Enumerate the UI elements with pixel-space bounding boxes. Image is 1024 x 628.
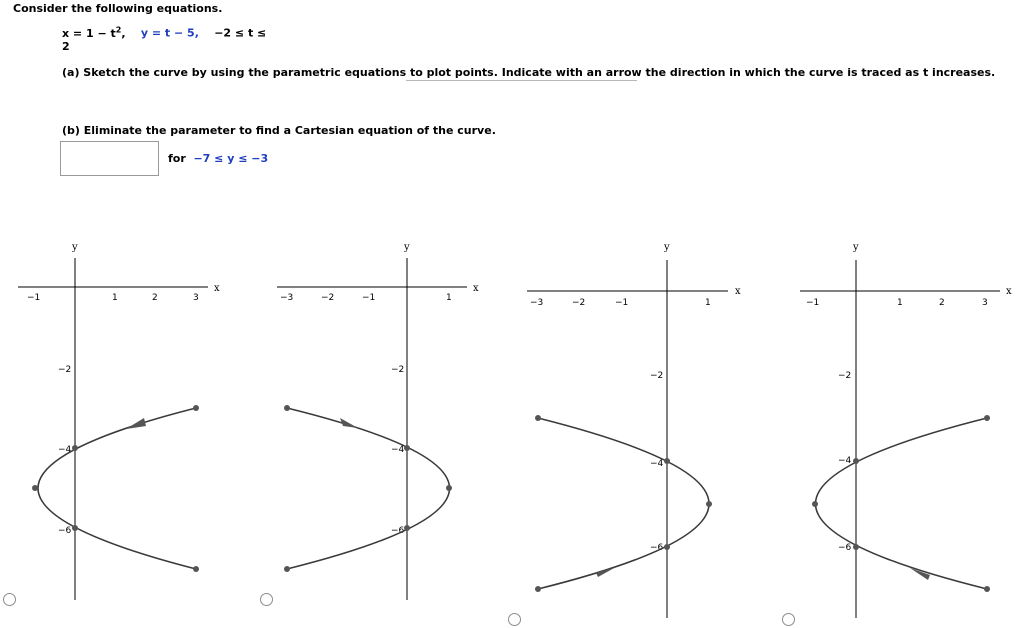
x-tick: −2 <box>321 293 335 303</box>
x-tick: 2 <box>939 298 945 308</box>
range-label: for −7 ≤ y ≤ −3 <box>168 152 269 165</box>
x-tick: 2 <box>152 293 158 303</box>
y-tick: −6 <box>838 543 852 553</box>
parametric-curve <box>816 418 988 589</box>
direction-arrow <box>340 418 358 428</box>
eq-y: y = t − 5, <box>140 26 199 40</box>
x-tick: −2 <box>572 298 586 308</box>
y-tick: −2 <box>58 365 72 375</box>
y-tick: −4 <box>391 445 405 455</box>
y-axis-label: y <box>664 242 670 253</box>
y-tick: −6 <box>650 543 664 553</box>
y-axis-label: y <box>853 242 859 253</box>
y-tick: −4 <box>650 459 664 469</box>
parametric-curve <box>38 408 196 569</box>
radio-option-1[interactable] <box>3 593 16 606</box>
part-b-question: (b) Eliminate the parameter to find a Cartesian equation of the curve. <box>62 124 496 137</box>
problem-title: Consider the following equations. <box>13 2 223 15</box>
x-axis-label: x <box>735 286 741 297</box>
range-expression: −7 ≤ y ≤ −3 <box>193 152 269 165</box>
x-tick: 1 <box>446 293 452 303</box>
divider <box>406 80 637 81</box>
eq-x: $x = 1 - t^2$, <box>62 25 126 40</box>
y-axis-label: y <box>72 242 78 253</box>
y-tick: −2 <box>391 365 405 375</box>
parametric-curve <box>538 418 709 589</box>
graph-option-3[interactable] <box>510 235 760 620</box>
equations <box>62 25 266 40</box>
y-tick: −4 <box>838 456 852 466</box>
x-axis-label: x <box>1006 286 1012 297</box>
y-tick: −4 <box>58 445 72 455</box>
radio-option-4[interactable] <box>782 613 795 626</box>
direction-arrow <box>126 418 146 429</box>
x-tick: −1 <box>806 298 820 308</box>
eq-t-range: −2 ≤ t ≤ <box>214 26 267 40</box>
radio-option-2[interactable] <box>260 593 273 606</box>
x-tick: 3 <box>982 298 988 308</box>
x-axis-label: x <box>473 283 479 294</box>
graph-option-2[interactable] <box>255 235 495 605</box>
eq-t-upper: 2 <box>62 40 70 53</box>
x-tick: −3 <box>280 293 294 303</box>
x-axis-label: x <box>214 283 220 294</box>
radio-option-3[interactable] <box>508 613 521 626</box>
y-tick: −2 <box>838 371 852 381</box>
x-tick: 3 <box>193 293 199 303</box>
x-tick: 1 <box>112 293 118 303</box>
part-a-question: (a) Sketch the curve by using the parametric equations to plot points. Indicate with an arrow the direction in which the curve is traced as t increases. <box>62 66 996 79</box>
y-axis-label: y <box>404 242 410 253</box>
cartesian-equation-input[interactable] <box>60 141 159 176</box>
x-tick: −3 <box>530 298 544 308</box>
x-tick: −1 <box>615 298 629 308</box>
graph-option-1[interactable] <box>0 235 240 605</box>
x-tick: −1 <box>362 293 376 303</box>
x-tick: 1 <box>897 298 903 308</box>
y-tick: −2 <box>650 371 664 381</box>
y-tick: −6 <box>391 526 405 536</box>
x-tick: −1 <box>27 293 41 303</box>
parametric-curve <box>287 408 450 569</box>
graph-option-4[interactable] <box>775 235 1024 620</box>
x-tick: 1 <box>705 298 711 308</box>
y-tick: −6 <box>58 526 72 536</box>
